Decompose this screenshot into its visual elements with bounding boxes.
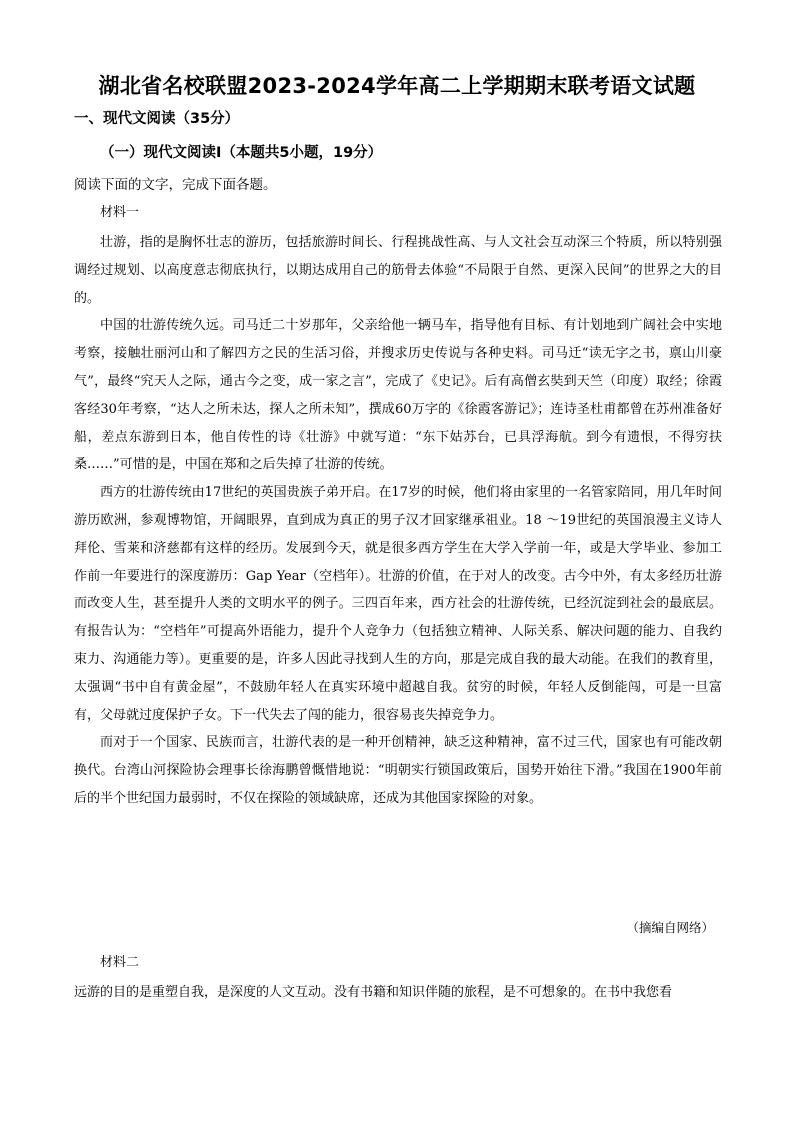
section-heading: 一、现代文阅读（35分） <box>74 111 240 127</box>
material-two-body <box>74 979 722 1007</box>
source-note: （摘编自网络） <box>626 920 714 935</box>
material-two-paragraph: 远游的目的是重塑自我，是深度的人文互动。没有书籍和知识伴随的旅程，是不可想象的。在书中我您看 <box>74 985 673 1000</box>
material-one-label: 材料一 <box>100 205 140 220</box>
reading-instruction: 阅读下面的文字，完成下面各题。 <box>74 177 277 193</box>
material-one-paragraph: 壮游，指的是胸怀壮志的游历，包括旅游时间长、行程挑战性高、与人文社会互动深三个特质，所以特别强调经过规划、以高度意志彻底执行，以期达成用自己的筋骨去体验“不局限于自然、更深入民间”的世界之大的目的。 <box>74 235 722 306</box>
material-one-body <box>74 229 722 813</box>
material-one-paragraph: 西方的壮游传统由17世纪的英国贵族子弟开启。在17岁的时候，他们将由家里的一名管家陪同，用几年时间游历欧洲，参观博物馆，开阔眼界，直到成为真正的男子汉才回家继承祖业。18 ～19世纪的英国浪漫主义诗人拜伦、雪莱和济慈都有这样的经历。发展到今天，就是很多西方学生在大学入学前一年，或是大学毕业、参加工作前一年要进行的深度游历：Gap Year（空档年）。壮游的价值，在于对人的改变。古今中外，有太多经历壮游而改变人生，甚至提升人类的文明水平的例子。三四百年来，西方社会的壮游传统，已经沉淀到社会的最底层。有报告认为：“空档年”可提高外语能力，提升个人竞争力（包括独立精神、人际关系、解决问题的能力、自我约束力、沟通能力等）。更重要的是，许多人因此寻找到人生的方向，那是完成自我的最大动能。在我们的教育里，太强调“书中自有黄金屋”，不鼓励年轻人在真实环境中超越自我。贫穷的时候，年轻人反倒能闯，可是一旦富有，父母就过度保护子女。下一代失去了闯的能力，很容易丧失掉竞争力。 <box>74 485 722 723</box>
material-one-paragraph: 而对于一个国家、民族而言，壮游代表的是一种开创精神，缺乏这种精神，富不过三代，国家也有可能改朝换代。台湾山河探险协会理事长徐海鹏曾慨惜地说：“明朝实行锁国政策后，国势开始往下滑。”我国在1900年前后的半个世纪国力最弱时，不仅在探险的领域缺席，还成为其他国家探险的对象。 <box>74 735 722 806</box>
material-two-label: 材料二 <box>100 955 140 970</box>
page-title: 湖北省名校联盟2023-2024学年高二上学期期末联考语文试题 <box>98 74 696 98</box>
material-one-paragraph: 中国的壮游传统久远。司马迁二十岁那年，父亲给他一辆马车，指导他有目标、有计划地到广阔社会中实地考察，接触壮丽河山和了解四方之民的生活习俗，并搜求历史传说与各种史料。司马迁“读无字之书，禀山川豪气”，最终“究天人之际，通古今之变，成一家之言”，完成了《史记》。后有高僧玄奘到天竺（印度）取经；徐霞客经30年考察，“达人之所未达，探人之所未知”，撰成60万字的《徐霞客游记》；连诗圣杜甫都曾在苏州准备好船，差点东游到日本，他自传性的诗《壮游》中就写道：“东下姑苏台，已具浮海航。到今有遗恨，不得穷扶桑……”可惜的是，中国在郑和之后失掉了壮游的传统。 <box>74 318 722 473</box>
subsection-heading: （一）现代文阅读Ⅰ（本题共5小题，19分） <box>100 145 383 161</box>
